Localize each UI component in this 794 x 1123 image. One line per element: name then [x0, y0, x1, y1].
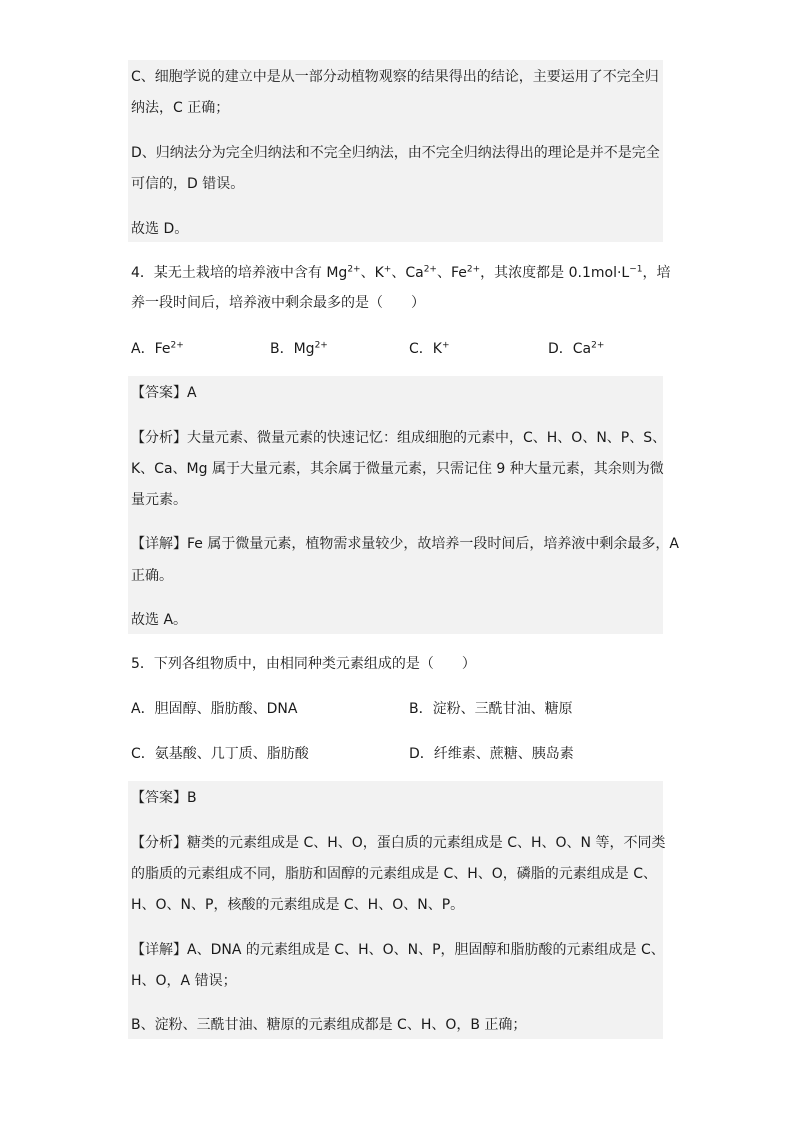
- q4-fe-charge: 2+: [466, 264, 481, 275]
- q4-final-choice: 故选 A。: [131, 612, 188, 628]
- q4-detail-line1: 【详解】Fe 属于微量元素，植物需求量较少，故培养一段时间后，培养液中剩余最多，A: [131, 536, 679, 552]
- q4-option-a: [131, 339, 184, 359]
- q5-detail-line1: 【详解】A、DNA 的元素组成是 C、H、O、N、P，胆固醇和脂肪酸的元素组成是 C、: [131, 942, 665, 958]
- question-5-stem: 5．下列各组物质中，由相同种类元素组成的是（ ）: [131, 656, 476, 672]
- q4-option-d-charge: 2+: [591, 340, 605, 351]
- q5-option-c: C．氨基酸、几丁质、脂肪酸: [131, 746, 309, 762]
- option-c-explanation-line1: C、细胞学说的建立中是从一部分动植物观察的结果得出的结论，主要运用了不完全归: [131, 69, 659, 85]
- q5-option-d: D．纤维素、蔗糖、胰岛素: [409, 746, 574, 762]
- final-choice: 故选 D。: [131, 221, 189, 237]
- q4-option-c-text: C．K: [409, 341, 442, 357]
- q4-option-b-text: B．Mg: [270, 341, 315, 357]
- option-d-explanation-line1: D、归纳法分为完全归纳法和不完全归纳法，由不完全归纳法得出的理论是并不是完全: [131, 145, 660, 161]
- q4-ca-charge: 2+: [423, 264, 437, 275]
- q4-mg-charge: 2+: [347, 264, 361, 275]
- q4-analysis-line3: 量元素。: [131, 492, 187, 508]
- q4-stem-text: 4．某无土栽培的培养液中含有 Mg: [131, 265, 348, 281]
- q5-answer: 【答案】B: [131, 790, 197, 806]
- q4-option-a-text: A．Fe: [131, 341, 171, 357]
- q4-option-b-charge: 2+: [314, 340, 328, 351]
- q4-stem-sep: 、Ca: [391, 265, 424, 281]
- question-4-stem-line2: 养一段时间后，培养液中剩余最多的是（ ）: [131, 295, 425, 311]
- q5-analysis-line1: 【分析】糖类的元素组成是 C、H、O，蛋白质的元素组成是 C、H、O、N 等，不同类: [131, 835, 666, 851]
- q4-unit-exponent: −1: [629, 264, 643, 275]
- question-4-stem-line1: [131, 263, 671, 283]
- q4-stem-text: ，培: [642, 265, 671, 281]
- q4-option-a-charge: 2+: [170, 340, 184, 351]
- q4-answer: 【答案】A: [131, 385, 197, 401]
- option-c-explanation-line2: 纳法，C 正确；: [131, 100, 230, 116]
- q4-option-d-text: D．Ca: [548, 341, 592, 357]
- q4-analysis-line1: 【分析】大量元素、微量元素的快速记忆：组成细胞的元素中，C、H、O、N、P、S、: [131, 430, 667, 446]
- q4-option-b: [270, 339, 328, 359]
- q4-analysis-line2: K、Ca、Mg 属于大量元素，其余属于微量元素，只需记住 9 种大量元素，其余则为微: [131, 461, 664, 477]
- q4-stem-sep: 、K: [360, 265, 384, 281]
- q4-stem-sep: 、Fe: [436, 265, 467, 281]
- q5-option-a: A．胆固醇、脂肪酸、DNA: [131, 701, 298, 717]
- q5-analysis-line3: H、O、N、P，核酸的元素组成是 C、H、O、N、P。: [131, 897, 465, 913]
- q5-detail-option-b: B、淀粉、三酰甘油、糖原的元素组成都是 C、H、O，B 正确；: [131, 1017, 527, 1033]
- option-d-explanation-line2: 可信的，D 错误。: [131, 176, 245, 192]
- explanation-block-q4: [128, 376, 663, 634]
- q5-option-b: B．淀粉、三酰甘油、糖原: [409, 701, 573, 717]
- q4-option-d: [548, 339, 604, 359]
- q4-option-c-charge: +: [441, 340, 450, 351]
- q4-detail-line2: 正确。: [131, 568, 173, 584]
- q4-stem-text: ，其浓度都是 0.1mol·L: [480, 265, 630, 281]
- q4-k-charge: +: [383, 264, 392, 275]
- q5-detail-line2: H、O，A 错误；: [131, 973, 237, 989]
- q5-analysis-line2: 的脂质的元素组成不同，脂肪和固醇的元素组成是 C、H、O，磷脂的元素组成是 C、: [131, 866, 657, 882]
- q4-option-c: [409, 339, 450, 359]
